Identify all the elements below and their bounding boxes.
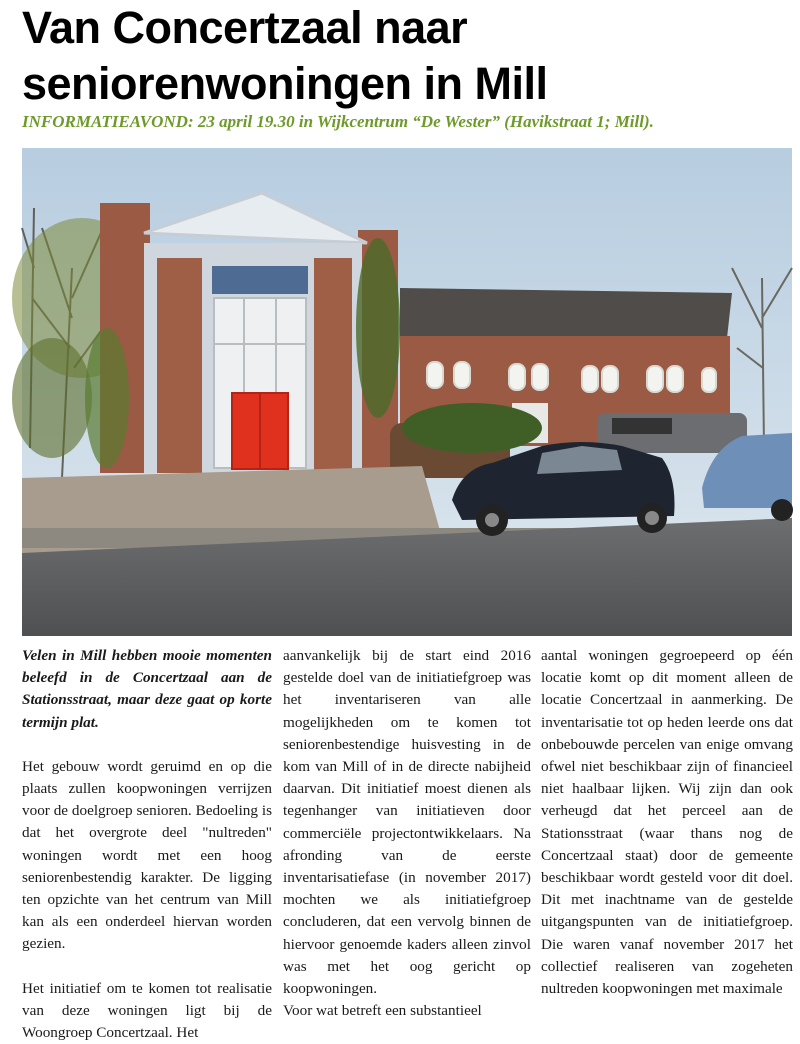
- headline: [22, 0, 792, 112]
- paragraph: aanvankelijk bij de start eind 2016 gestelde doel van de initiatiefgroep was het inventariseren van alle mogelijkheden om te komen tot seniorenbestendige huisvesting in de kom van Mill of in de directe nabijheid daarvan. Dit initiatief moest dienen als tegenhanger van initiatieven door commerciële projectontwikkelaars. Na afronding van de eerste inventarisatiefase (in november 2017) mochten we als initiatiefgroep concluderen, dat een vervolg binnen de hiervoor genoemde kaders alleen zinvol was met het oog gericht op koopwoningen.: [283, 647, 531, 998]
- paragraph: Het gebouw wordt geruimd en op die plaats zullen koopwoningen verrijzen voor de doelgroep senioren. Bedoeling is dat het overgrote deel "nultreden" woningen wordt met een hoog seniorenbestendig karakter. De ligging ten opzichte van het centrum van Mill kan als een onderdeel hiervan worden gezien.: [22, 757, 272, 953]
- article-photo: [22, 148, 792, 636]
- headline-line-2: seniorenwoningen in Mill: [22, 58, 548, 109]
- lead-paragraph: Velen in Mill hebben mooie momenten beleefd in de Concertzaal aan de Stationsstraat, maar deze gaat op korte termijn plat.: [22, 647, 272, 731]
- paragraph: aantal woningen gegroepeerd op één locatie komt op dit moment alleen de locatie Concertzaal in aanmerking. De inventarisatie tot op heden leerde ons dat onbebouwde percelen van enige omvang ofwel niet beschikbaar zijn of financieel niet haalbaar lijken. Wij zijn dan ook verheugd dat het perceel aan de Stationsstraat (waar thans nog de Concertzaal staat) door de gemeente beschikbaar wordt gesteld voor dit doel. Dit met inachtname van de gestelde uitgangspunten van de initiatiefgroep. Die waren vanaf november 2017 het collectief realiseren van zogeheten nultreden koopwoningen met maximale: [541, 647, 793, 998]
- paragraph: Voor wat betreft een substantieel: [283, 1002, 482, 1020]
- subheadline: INFORMATIEAVOND: 23 april 19.30 in Wijkcentrum “De Wester” (Havikstraat 1; Mill).: [22, 112, 654, 131]
- headline-line-1: Van Concertzaal naar: [22, 2, 468, 53]
- text-column-3: [541, 645, 793, 1028]
- text-column-1: [22, 645, 272, 1042]
- text-column-2: [283, 645, 531, 1028]
- concert-hall-photo: [22, 148, 792, 636]
- paragraph: Het initiatief om te komen tot realisatie van deze woningen ligt bij de Woongroep Concertzaal. Het: [22, 979, 272, 1042]
